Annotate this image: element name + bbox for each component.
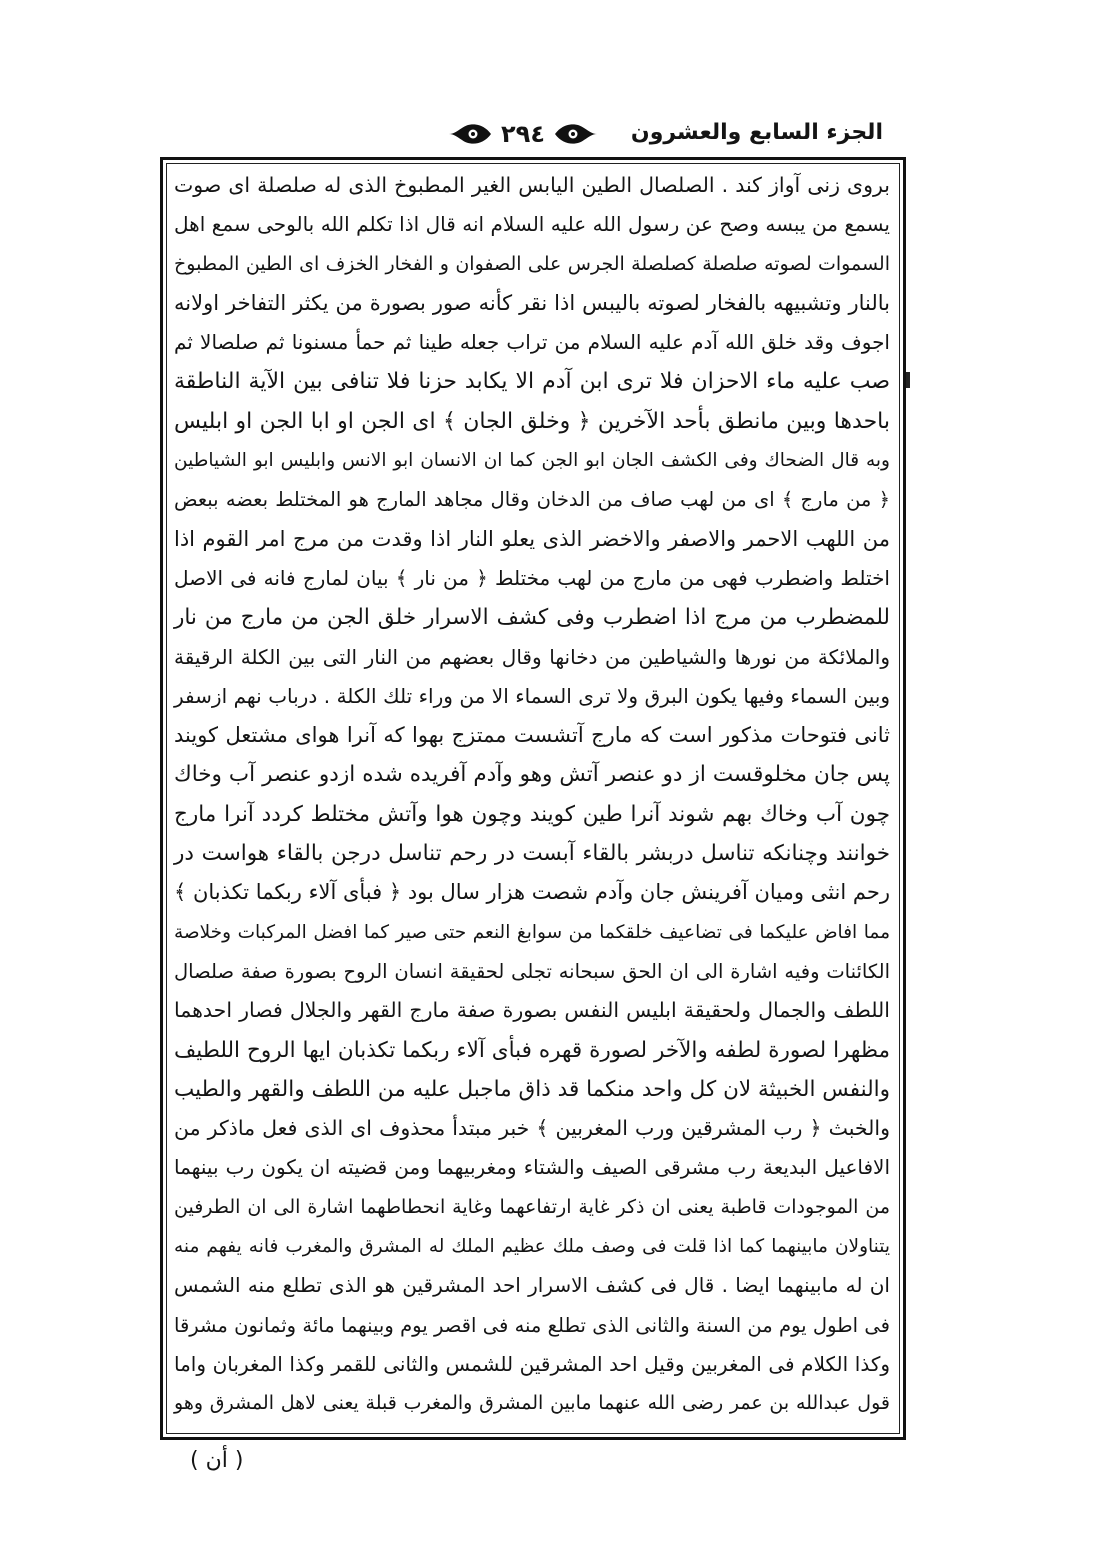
text-line: ثانى فتوحات مذكور است كه مارج آتشست ممتزج بهوا كه آنرا هواى مشتعل كويند [174, 723, 890, 748]
text-line: بروى زنى آواز كند . الصلصال الطين اليابس الغير المطبوخ الذى له صلصلة اى صوت [174, 173, 890, 197]
text-line: چون آب وخاك بهم شوند آنرا طين كويند وچون هوا وآتش مختلط كردد آنرا مارج [174, 801, 890, 827]
text-line: مظهرا لصورة لطفه والآخر لصورة قهره فبأى آلاء ربكما تكذبان ايها الروح اللطيف [174, 1037, 890, 1063]
text-line: اجوف وقد خلق الله آدم عليه السلام من تراب جعله طينا ثم حمأ مسنونا ثم صلصالا ثم [174, 330, 890, 355]
text-line: وبين السماء وفيها يكون البرق ولا ترى السماء الا من وراء تلك الكلة . درباب نهم ازسفر [174, 683, 890, 708]
text-line: والنفس الخبيثة لان كل واحد منكما قد ذاق ماجبل عليه من اللطف والقهر والطيب [174, 1076, 890, 1102]
text-line: وكذا الكلام فى المغربين وقيل احد المشرقين للشمس والثانى للقمر وكذا المغربان واما [174, 1351, 890, 1376]
text-line: من الموجودات قاطبة يعنى ان ذكر غاية ارتفاعهما وغاية انحطاطهما اشارة الى ان الطرفين [174, 1195, 890, 1218]
text-line: وبه قال الضحاك وفى الكشف الجان ابو الجن كما ان الانسان ابو الانس وابليس ابو الشياطين [174, 450, 890, 472]
text-line: من اللهب الاحمر والاصفر والاخضر الذى يعلو النار اذا وقدت من مرج امر القوم اذا [174, 526, 890, 551]
part-title: الجزء السابع والعشرون [630, 120, 883, 145]
text-line: والملائكة من نورها والشياطين من دخانها وقال بعضهم من النار التى بين الكلة الرقيقة [174, 644, 890, 669]
page-number: ٢٩٤ [501, 120, 545, 148]
text-line: رحم انثى وميان آفرينش جان وآدم شصت هزار سال بود ﴿ فبأى آلاء ربكما تكذبان ﴾ [174, 880, 890, 905]
catchword: ( أن ) [190, 1448, 244, 1473]
text-line: صب عليه ماء الاحزان فلا ترى ابن آدم الا يكابد حزنا فلا تنافى بين الآية الناطقة [174, 369, 890, 395]
text-line: يتناولان مابينهما كما اذا قلت فى وصف ملك عظيم الملك له المشرق والمغرب فانه يفهم منه [174, 1236, 890, 1258]
text-line: فى اطول يوم من السنة والثانى الذى تطلع منه فى اقصر يوم وبينهما مائة وثمانون مشرقا [174, 1313, 890, 1337]
text-line: والخبث ﴿ رب المشرقين ورب المغربين ﴾ خبر مبتدأ محذوف اى الذى فعل ماذكر من [174, 1116, 890, 1141]
text-line: الكائنات وفيه اشارة الى ان الحق سبحانه تجلى لحقيقة انسان الروح بصورة صفة صلصال [174, 959, 890, 983]
page-number-block [440, 116, 606, 152]
text-line: اختلط واضطرب فهى من مارج من لهب مختلط ﴿ من نار ﴾ بيان لمارج فانه فى الاصل [174, 565, 890, 590]
text-line: الافاعيل البديعة رب مشرقى الصيف والشتاء ومغربيهما ومن قضيته ان يكون رب بينهما [174, 1155, 890, 1180]
text-line: للمضطرب من مرج اذا اضطرب وفى كشف الاسرار خلق الجن من مارج من نار [174, 605, 890, 631]
text-line: مما افاض عليكما فى تضاعيف خلقكما من سوابغ النعم حتى صير كما افضل المركبات وخلاصة [174, 921, 890, 943]
text-line: ﴿ من مارج ﴾ اى من لهب صاف من الدخان وقال مجاهد المارج هو المختلط بعضه ببعض [174, 488, 890, 512]
ornament-left-icon [447, 121, 493, 147]
text-line: ان له مابينهما ايضا . قال فى كشف الاسرار احد المشرقين هو الذى تطلع منه الشمس [174, 1273, 890, 1298]
ornament-right-icon [553, 121, 599, 147]
main-text [174, 166, 890, 1424]
text-line: باحدها وبين مانطق بأحد الآخرين ﴿ وخلق الجان ﴾ اى الجن او ابا الجن او ابليس [174, 408, 890, 434]
text-line: پس جان مخلوقست از دو عنصر آتش وهو وآدم آفريده شده ازدو عنصر آب وخاك [174, 762, 890, 788]
text-line: قول عبدالله بن عمر رضى الله عنهما مابين المشرق والمغرب قبلة يعنى لاهل المشرق وهو [174, 1392, 890, 1415]
frame-margin-mark [906, 372, 910, 388]
text-line: اللطف والجمال ولحقيقة ابليس النفس بصورة صفة مارج القهر والجلال فصار احدهما [174, 998, 890, 1023]
text-line: بالنار وتشبيهه بالفخار لصوته باليبس اذا نقر كأنه صور بصورة من يكثر التفاخر اولانه [174, 290, 890, 315]
text-line: خوانند وچنانكه تناسل دربشر بالقاء آبست در رحم تناسل درجن بالقاء هواست در [174, 841, 890, 867]
text-line: السموات لصوته صلصلة كصلصلة الجرس على الصفوان و الفخار الخزف اى الطين المطبوخ [174, 252, 890, 275]
text-line: يسمع من يبسه وصح عن رسول الله عليه السلام انه قال اذا تكلم الله بالوحى سمع اهل [174, 212, 890, 237]
